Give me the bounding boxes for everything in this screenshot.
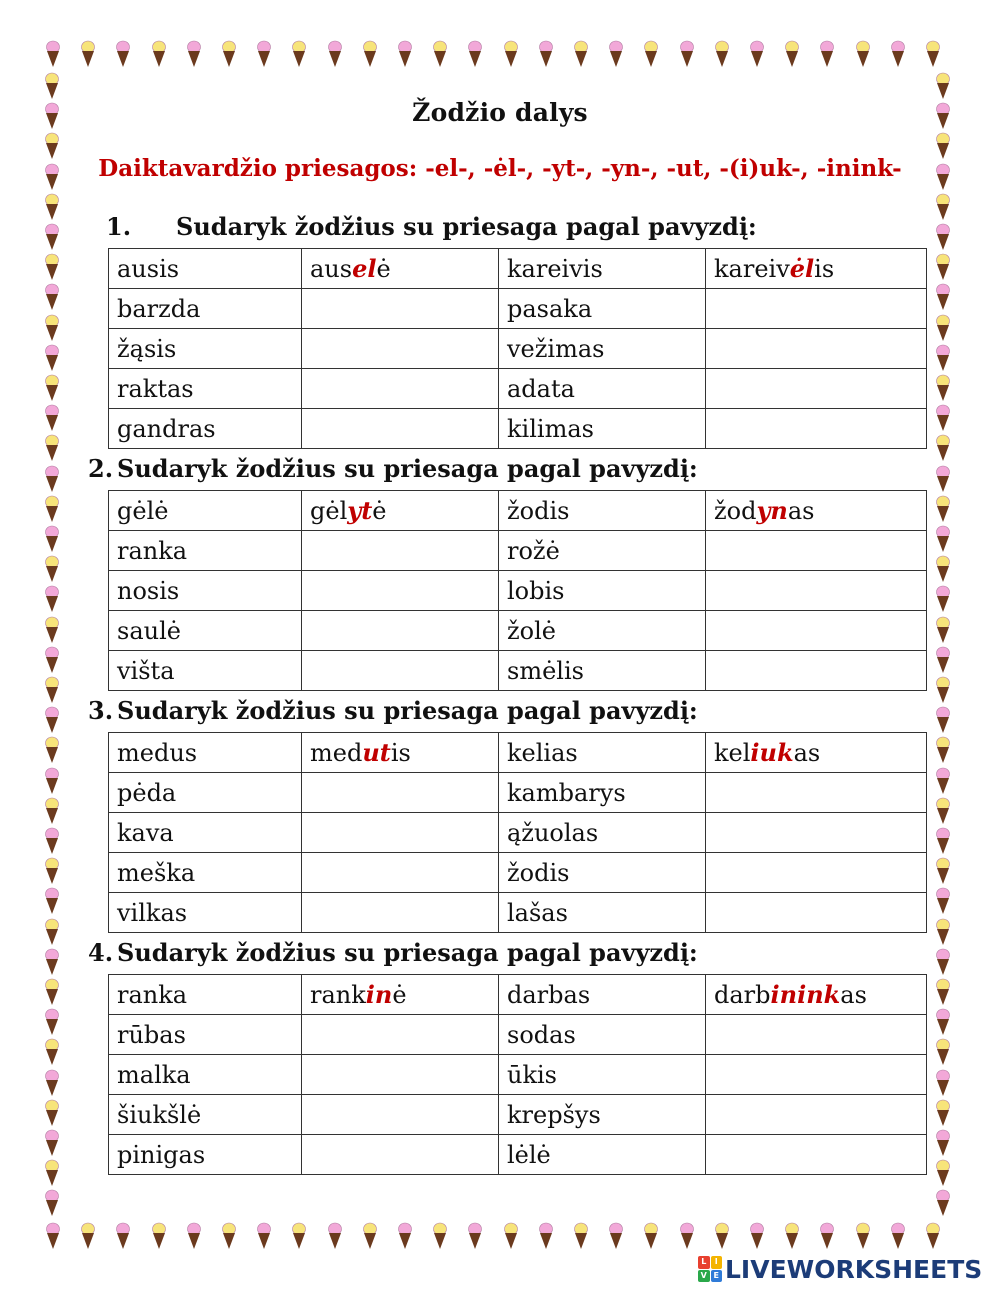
ice-cream-cone-icon xyxy=(45,314,59,342)
ice-cream-cone-icon xyxy=(45,525,59,553)
base-word: meška xyxy=(109,853,302,893)
ice-cream-cone-icon xyxy=(856,40,870,68)
ice-cream-cone-icon xyxy=(539,40,553,68)
base-word: ūkis xyxy=(499,1055,706,1095)
base-word: pėda xyxy=(109,773,302,813)
ice-cream-cone-icon xyxy=(45,193,59,221)
answer-field[interactable] xyxy=(302,329,499,369)
suffix-list-heading: Daiktavardžio priesagos: -el-, -ėl-, -yt-, -yn-, -ut, -(i)uk-, -inink- xyxy=(98,155,902,182)
table-row xyxy=(109,1055,927,1095)
base-word: lobis xyxy=(499,571,706,611)
ice-cream-cone-icon xyxy=(45,1069,59,1097)
ice-cream-cone-icon xyxy=(785,1222,799,1250)
base-word: darbas xyxy=(499,975,706,1015)
base-word: ausis xyxy=(109,249,302,289)
answer-field[interactable] xyxy=(706,1095,927,1135)
example-row xyxy=(109,491,927,531)
example-row xyxy=(109,249,927,289)
base-word: pasaka xyxy=(499,289,706,329)
ice-cream-cone-icon xyxy=(936,344,950,372)
ice-cream-cone-icon xyxy=(891,1222,905,1250)
task-1-table xyxy=(108,248,927,449)
table-row xyxy=(109,329,927,369)
base-word: raktas xyxy=(109,369,302,409)
ice-cream-cone-icon xyxy=(644,40,658,68)
ice-cream-cone-icon xyxy=(574,1222,588,1250)
ice-cream-cone-icon xyxy=(936,1069,950,1097)
base-word: rožė xyxy=(499,531,706,571)
task-4-table xyxy=(108,974,927,1175)
table-row xyxy=(109,651,927,691)
table-row xyxy=(109,289,927,329)
ice-cream-cone-icon xyxy=(750,1222,764,1250)
ice-cream-cone-icon xyxy=(45,253,59,281)
base-word: ranka xyxy=(109,975,302,1015)
base-word: ranka xyxy=(109,531,302,571)
base-word: žolė xyxy=(499,611,706,651)
ice-cream-cone-icon xyxy=(45,797,59,825)
answer-field[interactable] xyxy=(302,1055,499,1095)
ice-cream-cone-icon xyxy=(936,374,950,402)
ice-cream-cone-icon xyxy=(936,525,950,553)
ice-cream-cone-icon xyxy=(45,1038,59,1066)
answer-field[interactable] xyxy=(302,409,499,449)
base-word: medus xyxy=(109,733,302,773)
ice-cream-cone-icon xyxy=(468,1222,482,1250)
ice-cream-cone-icon xyxy=(936,978,950,1006)
ice-cream-cone-icon xyxy=(504,1222,518,1250)
ice-cream-cone-icon xyxy=(222,1222,236,1250)
ice-cream-cone-icon xyxy=(46,1222,60,1250)
ice-cream-cone-icon xyxy=(45,706,59,734)
ice-cream-cone-icon xyxy=(936,193,950,221)
base-word: adata xyxy=(499,369,706,409)
ice-cream-cone-icon xyxy=(644,1222,658,1250)
answer-field[interactable] xyxy=(706,409,927,449)
ice-cream-cone-icon xyxy=(609,1222,623,1250)
ice-cream-cone-icon xyxy=(936,646,950,674)
example-answer: kareivėlis xyxy=(706,249,927,289)
ice-cream-cone-icon xyxy=(45,283,59,311)
answer-field[interactable] xyxy=(302,773,499,813)
task-instruction: Sudaryk žodžius su priesaga pagal pavyzdį: xyxy=(117,938,698,967)
table-row xyxy=(109,1015,927,1055)
base-word: rūbas xyxy=(109,1015,302,1055)
table-row xyxy=(109,1135,927,1175)
ice-cream-cone-icon xyxy=(81,40,95,68)
ice-cream-cone-icon xyxy=(45,1159,59,1187)
base-word: smėlis xyxy=(499,651,706,691)
answer-field[interactable] xyxy=(706,531,927,571)
ice-cream-cone-icon xyxy=(45,1129,59,1157)
ice-cream-cone-icon xyxy=(936,1038,950,1066)
base-word: gandras xyxy=(109,409,302,449)
base-word: sodas xyxy=(499,1015,706,1055)
task-instruction: Sudaryk žodžius su priesaga pagal pavyzdį: xyxy=(117,696,698,725)
example-answer: keliukas xyxy=(706,733,927,773)
ice-cream-cone-icon xyxy=(936,616,950,644)
ice-cream-cone-icon xyxy=(820,40,834,68)
ice-cream-cone-icon xyxy=(936,918,950,946)
answer-field[interactable] xyxy=(706,611,927,651)
ice-cream-cone-icon xyxy=(715,40,729,68)
ice-cream-cone-icon xyxy=(45,495,59,523)
liveworksheets-logo xyxy=(698,1252,982,1286)
ice-cream-cone-icon xyxy=(936,1129,950,1157)
base-word: kareivis xyxy=(499,249,706,289)
ice-cream-cone-icon xyxy=(45,616,59,644)
ice-cream-cone-icon xyxy=(856,1222,870,1250)
ice-cream-cone-icon xyxy=(45,827,59,855)
task-2-table xyxy=(108,490,927,691)
ice-cream-cone-icon xyxy=(328,1222,342,1250)
task-1-heading xyxy=(106,212,757,241)
ice-cream-cone-icon xyxy=(45,72,59,100)
ice-cream-cone-icon xyxy=(936,72,950,100)
ice-cream-cone-icon xyxy=(468,40,482,68)
ice-cream-cone-icon xyxy=(936,1099,950,1127)
base-word: barzda xyxy=(109,289,302,329)
ice-cream-cone-icon xyxy=(936,797,950,825)
ice-cream-cone-icon xyxy=(936,1008,950,1036)
ice-cream-cone-icon xyxy=(222,40,236,68)
answer-field[interactable] xyxy=(706,1015,927,1055)
ice-cream-cone-icon xyxy=(820,1222,834,1250)
ice-cream-cone-icon xyxy=(45,1099,59,1127)
answer-field[interactable] xyxy=(302,369,499,409)
ice-cream-cone-icon xyxy=(891,40,905,68)
task-3-heading xyxy=(88,696,698,725)
base-word: ąžuolas xyxy=(499,813,706,853)
base-word: krepšys xyxy=(499,1095,706,1135)
base-word: malka xyxy=(109,1055,302,1095)
ice-cream-cone-icon xyxy=(187,40,201,68)
answer-field[interactable] xyxy=(302,1135,499,1175)
answer-field[interactable] xyxy=(706,1135,927,1175)
base-word: pinigas xyxy=(109,1135,302,1175)
example-answer: auselė xyxy=(302,249,499,289)
table-row xyxy=(109,893,927,933)
ice-cream-cone-icon xyxy=(257,1222,271,1250)
ice-cream-cone-icon xyxy=(116,40,130,68)
ice-cream-cone-icon xyxy=(45,918,59,946)
base-word: šiukšlė xyxy=(109,1095,302,1135)
ice-cream-cone-icon xyxy=(45,585,59,613)
ice-cream-cone-icon xyxy=(363,1222,377,1250)
answer-field[interactable] xyxy=(706,571,927,611)
ice-cream-cone-icon xyxy=(936,434,950,462)
ice-cream-cone-icon xyxy=(398,1222,412,1250)
ice-cream-cone-icon xyxy=(328,40,342,68)
table-row xyxy=(109,611,927,651)
answer-field[interactable] xyxy=(706,773,927,813)
ice-cream-cone-icon xyxy=(292,40,306,68)
base-word: žąsis xyxy=(109,329,302,369)
ice-cream-cone-icon xyxy=(45,646,59,674)
base-word: kambarys xyxy=(499,773,706,813)
answer-field[interactable] xyxy=(302,1095,499,1135)
page-title: Žodžio dalys xyxy=(412,98,588,127)
base-word: lašas xyxy=(499,893,706,933)
table-row xyxy=(109,813,927,853)
ice-cream-cone-icon xyxy=(715,1222,729,1250)
task-3-table xyxy=(108,732,927,933)
base-word: lėlė xyxy=(499,1135,706,1175)
ice-cream-cone-icon xyxy=(936,948,950,976)
ice-cream-cone-icon xyxy=(680,1222,694,1250)
ice-cream-cone-icon xyxy=(785,40,799,68)
ice-cream-cone-icon xyxy=(45,736,59,764)
ice-cream-cone-icon xyxy=(45,857,59,885)
ice-cream-cone-icon xyxy=(936,253,950,281)
example-answer: darbininkas xyxy=(706,975,927,1015)
ice-cream-cone-icon xyxy=(433,1222,447,1250)
ice-cream-cone-icon xyxy=(936,736,950,764)
ice-cream-cone-icon xyxy=(936,283,950,311)
answer-field[interactable] xyxy=(706,813,927,853)
ice-cream-cone-icon xyxy=(45,344,59,372)
answer-field[interactable] xyxy=(706,893,927,933)
base-word: višta xyxy=(109,651,302,691)
ice-cream-cone-icon xyxy=(936,585,950,613)
table-row xyxy=(109,369,927,409)
liveworksheets-wordmark: LIVEWORKSHEETS xyxy=(725,1254,983,1284)
answer-field[interactable] xyxy=(302,571,499,611)
answer-field[interactable] xyxy=(302,813,499,853)
base-word: vilkas xyxy=(109,893,302,933)
ice-cream-cone-icon xyxy=(116,1222,130,1250)
ice-cream-cone-icon xyxy=(46,40,60,68)
answer-field[interactable] xyxy=(302,531,499,571)
answer-field[interactable] xyxy=(302,893,499,933)
ice-cream-cone-icon xyxy=(152,1222,166,1250)
ice-cream-cone-icon xyxy=(45,1008,59,1036)
ice-cream-cone-icon xyxy=(45,978,59,1006)
ice-cream-cone-icon xyxy=(45,434,59,462)
base-word: nosis xyxy=(109,571,302,611)
ice-cream-cone-icon xyxy=(936,887,950,915)
example-row xyxy=(109,975,927,1015)
ice-cream-cone-icon xyxy=(45,767,59,795)
example-answer: žodynas xyxy=(706,491,927,531)
task-2-heading xyxy=(88,454,698,483)
ice-cream-cone-icon xyxy=(45,223,59,251)
ice-cream-cone-icon xyxy=(936,676,950,704)
ice-cream-cone-icon xyxy=(152,40,166,68)
answer-field[interactable] xyxy=(706,329,927,369)
table-row xyxy=(109,853,927,893)
example-answer: medutis xyxy=(302,733,499,773)
liveworksheets-icon: L I V E xyxy=(698,1256,722,1282)
ice-cream-cone-icon xyxy=(936,1159,950,1187)
base-word: saulė xyxy=(109,611,302,651)
ice-cream-cone-icon xyxy=(81,1222,95,1250)
answer-field[interactable] xyxy=(706,1055,927,1095)
ice-cream-cone-icon xyxy=(926,1222,940,1250)
answer-field[interactable] xyxy=(302,651,499,691)
ice-cream-cone-icon xyxy=(574,40,588,68)
table-row xyxy=(109,1095,927,1135)
ice-cream-cone-icon xyxy=(45,948,59,976)
base-word: gėlė xyxy=(109,491,302,531)
ice-cream-cone-icon xyxy=(45,404,59,432)
ice-cream-cone-icon xyxy=(609,40,623,68)
ice-cream-cone-icon xyxy=(926,40,940,68)
task-number: 3. xyxy=(88,696,114,725)
table-row xyxy=(109,571,927,611)
base-word: kava xyxy=(109,813,302,853)
ice-cream-cone-icon xyxy=(680,40,694,68)
ice-cream-cone-icon xyxy=(936,465,950,493)
example-answer: gėlytė xyxy=(302,491,499,531)
ice-cream-cone-icon xyxy=(936,706,950,734)
base-word: vežimas xyxy=(499,329,706,369)
ice-cream-cone-icon xyxy=(433,40,447,68)
ice-cream-cone-icon xyxy=(936,767,950,795)
ice-cream-cone-icon xyxy=(936,827,950,855)
example-row xyxy=(109,733,927,773)
ice-cream-cone-icon xyxy=(45,1189,59,1217)
task-number: 2. xyxy=(88,454,114,483)
ice-cream-cone-icon xyxy=(292,1222,306,1250)
example-answer: rankinė xyxy=(302,975,499,1015)
ice-cream-cone-icon xyxy=(187,1222,201,1250)
table-row xyxy=(109,773,927,813)
answer-field[interactable] xyxy=(706,651,927,691)
answer-field[interactable] xyxy=(302,611,499,651)
base-word: kelias xyxy=(499,733,706,773)
ice-cream-cone-icon xyxy=(750,40,764,68)
ice-cream-cone-icon xyxy=(45,887,59,915)
ice-cream-cone-icon xyxy=(936,1189,950,1217)
answer-field[interactable] xyxy=(302,853,499,893)
base-word: kilimas xyxy=(499,409,706,449)
ice-cream-cone-icon xyxy=(936,555,950,583)
answer-field[interactable] xyxy=(706,853,927,893)
task-instruction: Sudaryk žodžius su priesaga pagal pavyzdį: xyxy=(176,212,757,241)
task-number: 1. xyxy=(106,212,132,241)
ice-cream-cone-icon xyxy=(936,223,950,251)
base-word: žodis xyxy=(499,491,706,531)
answer-field[interactable] xyxy=(302,1015,499,1055)
ice-cream-cone-icon xyxy=(936,495,950,523)
answer-field[interactable] xyxy=(706,369,927,409)
ice-cream-cone-icon xyxy=(45,676,59,704)
ice-cream-cone-icon xyxy=(45,465,59,493)
answer-field[interactable] xyxy=(302,289,499,329)
table-row xyxy=(109,409,927,449)
task-instruction: Sudaryk žodžius su priesaga pagal pavyzdį: xyxy=(117,454,698,483)
ice-cream-cone-icon xyxy=(936,857,950,885)
ice-cream-cone-icon xyxy=(539,1222,553,1250)
ice-cream-cone-icon xyxy=(363,40,377,68)
answer-field[interactable] xyxy=(706,289,927,329)
ice-cream-cone-icon xyxy=(257,40,271,68)
task-number: 4. xyxy=(88,938,114,967)
ice-cream-cone-icon xyxy=(398,40,412,68)
task-4-heading xyxy=(88,938,698,967)
ice-cream-cone-icon xyxy=(936,314,950,342)
ice-cream-cone-icon xyxy=(45,374,59,402)
ice-cream-cone-icon xyxy=(504,40,518,68)
table-row xyxy=(109,531,927,571)
base-word: žodis xyxy=(499,853,706,893)
ice-cream-cone-icon xyxy=(45,555,59,583)
ice-cream-cone-icon xyxy=(936,404,950,432)
